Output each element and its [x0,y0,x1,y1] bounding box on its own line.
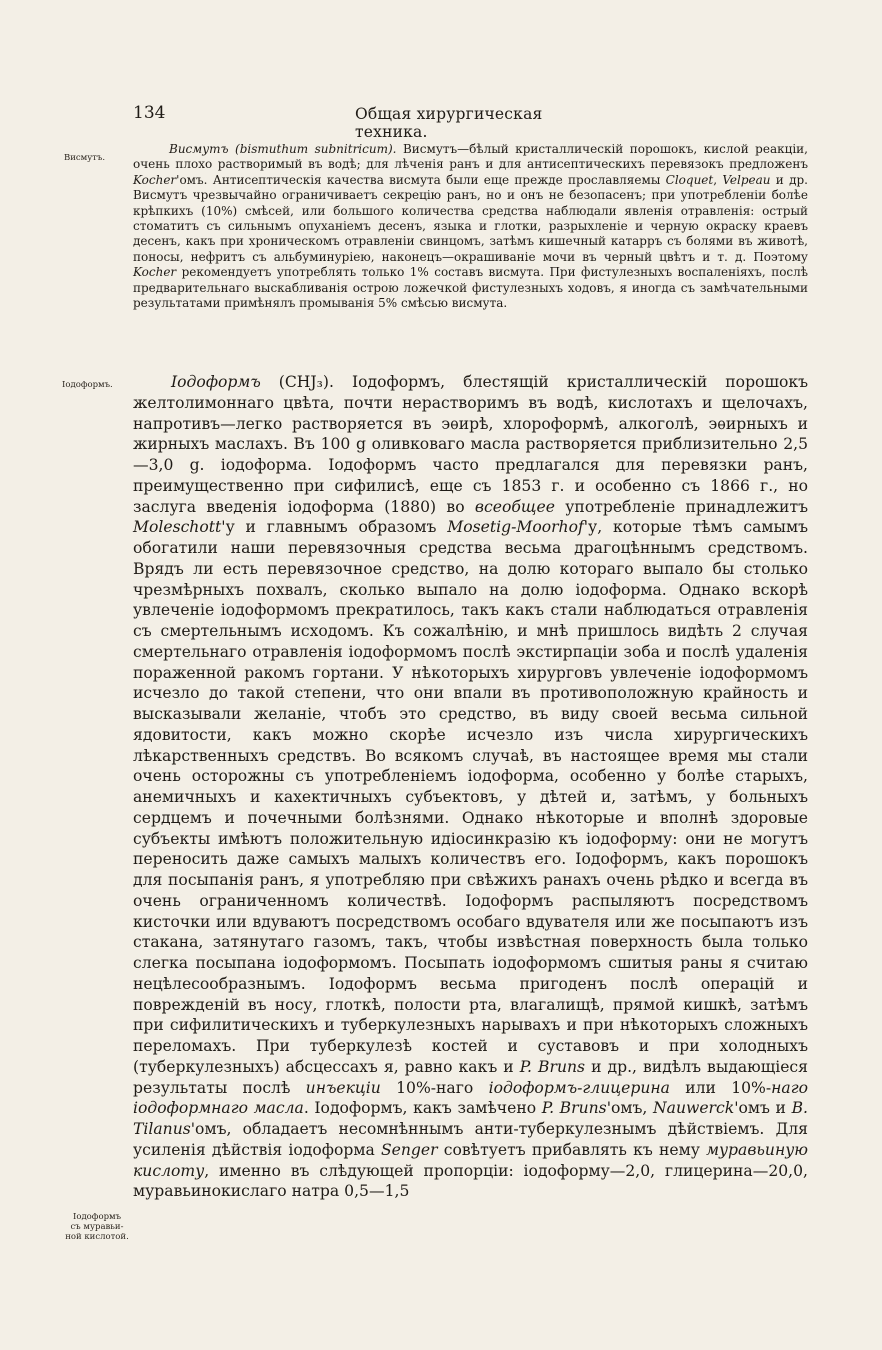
term-bismuth: Висмутъ [169,142,229,156]
margin-note-line: ной кислотой. [65,1232,129,1242]
text: 'омъ. Антисептическія качества висмута были еще прежде прославляемы [176,172,666,187]
text: (CHJ₃). Іодоформъ, блестящій кристаллическій порошокъ желтолимоннаго цвѣта, почти нерастворимъ въ водѣ, кислотахъ и щелочахъ, напротивъ—легко растворяется въ эѳирѣ, хлороформѣ, алкоголѣ, эѳирныхъ и жирныхъ маслахъ. Въ 100 g оливковаго масла растворяется приблизительно 2,5—3,0 g. іодоформа. Іодоформъ часто предлагался для перевязки ранъ, преимущественно при сифилисѣ, еще съ 1853 г. и особенно съ 1866 г., но заслуга введенія іодоформа (1880) во [133,373,808,516]
author-name: Nauwerck [653,1099,735,1118]
author-name: P. Bruns [519,1057,586,1076]
author-name: Kocher [133,265,177,280]
emphasis: наго іодоформнаго масла [133,1078,808,1118]
bismuth-paragraph [133,142,808,311]
author-name: B. Tilanus [133,1099,808,1138]
page-header [133,103,593,141]
latin-name: (bismuthum subnitricum). [235,142,397,156]
margin-note-line: съ муравьи- [70,1222,124,1232]
emphasis: инъекціи [305,1078,381,1097]
emphasis: муравьиную кислоту [133,1140,808,1180]
text: . Іодоформъ, какъ замѣчено [303,1099,542,1118]
emphasis: всеобщее [474,497,555,516]
text: 'омъ и [734,1099,792,1118]
margin-note-iodoform: Іодоформъ. [62,380,113,390]
text: , [713,172,723,187]
text: , именно въ слѣдующей пропорціи: іодоформу—2,0, глицерина—20,0, муравьинокислаго натра 0,5—1,5 [133,1161,808,1201]
text: 'у, которые тѣмъ самымъ обогатили наши перевязочныя средства весьма драгоцѣннымъ средствомъ. Врядъ ли есть перевязочное средство, на долю котораго выпало бы столько чрезмѣрныхъ похвалъ, сколько выпало на долю іодоформа. Однако вскорѣ увлеченіе іодоформомъ прекратилось, такъ какъ стали наблюдаться отравленія съ смертельнымъ исходомъ. Къ сожалѣнію, и мнѣ пришлось видѣть 2 случая смертельнаго отравленія іодоформомъ послѣ экстирпаціи зоба и послѣ удаленія пораженной ракомъ гортани. У нѣкоторыхъ хирурговъ увлеченіе іодоформомъ исчезло до такой степени, что они впали въ противоположную крайность и высказывали желаніе, чтобъ это средство, въ виду своей весьма сильной ядовитости, какъ можно скорѣе исчезло изъ числа хирургическихъ лѣкарственныхъ средствъ. Во всякомъ случаѣ, въ настоящее время мы стали очень осторожны съ употребленіемъ іодоформа, особенно у болѣе старыхъ, анемичныхъ и кахектичныхъ субъектовъ, у дѣтей и, затѣмъ, у больныхъ сердцемъ и почечными болѣзнями. Однако нѣкоторые и вполнѣ здоровые субъекты имѣютъ положительную идіосинкразію къ іодоформу: они не могутъ переносить даже самыхъ малыхъ количествъ его. Іодоформъ, какъ порошокъ для посыпанія ранъ, я употребляю при свѣжихъ ранахъ очень рѣдко и всегда въ очень ограниченномъ количествѣ. Іодоформъ распыляютъ посредствомъ кисточки или вдуваютъ посредствомъ особаго вдувателя или же посыпаютъ изъ стакана, затянутаго газомъ, такъ, чтобы извѣстная поверхность была только слегка посыпана іодоформомъ. Посыпать іодоформомъ сшитыя раны я считаю нецѣлесообразнымъ. Іодоформъ весьма пригоденъ послѣ операцій и поврежденій въ носу, глоткѣ, полости рта, влагалищѣ, прямой кишкѣ, затѣмъ при сифилитическихъ и туберкулезныхъ нарывахъ и при нѣкоторыхъ сложныхъ переломахъ. При туберкулезѣ костей и суставовъ и при холодныхъ (туберкулезныхъ) абсцессахъ я, равно какъ и [133,518,808,1076]
text: 'омъ, обладаетъ несомнѣннымъ анти-туберкулезнымъ дѣйствіемъ. Для усиленія дѣйствія іодоформа [133,1120,808,1159]
author-name: Mosetig-Moorhof [447,518,584,537]
margin-note-bismuth: Висмутъ. [64,153,106,163]
text: и др. Висмутъ чрезвычайно ограничиваетъ секрецію ранъ, но и онъ не безопасенъ; при употребленіи болѣе крѣпкихъ (10%) смѣсей, или большого количества средства наблюдали явленія отравленія: острый стоматитъ съ сильнымъ опуханіемъ десенъ, языка и глотки, разрыхленіе и черную окраску краевъ десенъ, какъ при хроническомъ отравленіи свинцомъ, затѣмъ кишечный катарръ съ болями въ животѣ, поносы, нефритъ съ альбуминуріею, наконецъ—окрашиваніе мочи въ черный цвѣтъ и т. д. Поэтому [133,172,808,264]
iodoform-paragraph [133,372,808,1202]
author-name: Moleschott [133,518,222,537]
running-title: Общая хирургическая техника. [355,105,543,141]
author-name: P. Bruns [541,1099,607,1118]
margin-note-line: Іодоформъ [72,1212,122,1222]
text: рекомендуетъ употреблять только 1% составъ висмута. При фистулезныхъ воспаленіяхъ, послѣ предварительнаго выскабливанія острою ложечкой фистулезныхъ ходовъ, я иногда съ замѣчательными результатами примѣнялъ промыванія 5% смѣсью висмута. [133,265,808,311]
text: совѣтуетъ прибавлять къ нему [437,1140,707,1159]
author-name: Cloquet [665,172,714,187]
text: и др., видѣлъ выдающіеся результаты послѣ [133,1057,809,1097]
author-name: Velpeau [722,172,771,187]
text: 10%-наго [380,1078,489,1097]
page-number: 134 [133,103,166,123]
text: 'у и главнымъ образомъ [221,518,448,537]
text: или 10%- [669,1078,772,1097]
author-name: Kocher [133,172,177,187]
emphasis: іодоформъ-глицерина [488,1078,670,1097]
text: употребленіе принадлежитъ [554,497,808,516]
author-name: Senger [380,1140,438,1159]
margin-note-iodoform-formic [62,1212,132,1242]
text: Висмутъ—бѣлый кристаллическій порошокъ, кислой реакціи, очень плохо растворимый въ водѣ; для лѣченія ранъ и для антисептическихъ перевязокъ предложенъ [133,142,808,172]
text: 'омъ, [606,1099,653,1118]
term-iodoform: Іодоформъ [171,373,261,391]
